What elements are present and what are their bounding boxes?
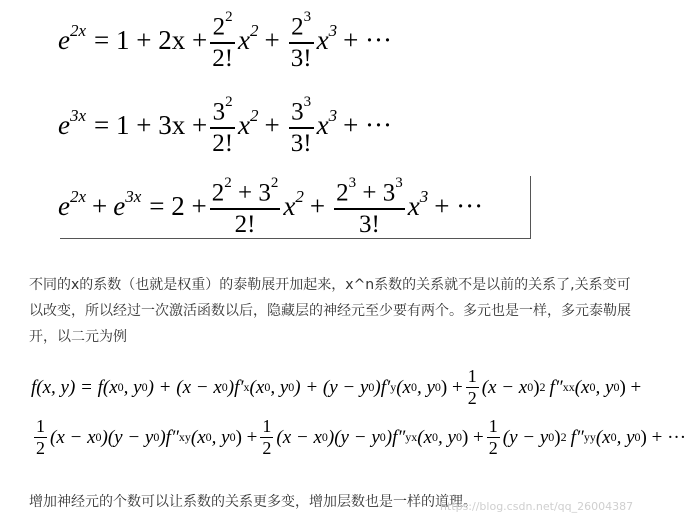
eq1-fraction-2: $\frac{2^3}{3!}$ bbox=[290, 9, 312, 73]
eq3-rhs-start: = 2 + bbox=[149, 190, 207, 221]
eq3-plus: + bbox=[309, 190, 326, 221]
eq3-term-a: $e^{2x}$ bbox=[58, 187, 87, 222]
eq2-tail: + ··· bbox=[343, 109, 393, 140]
conclusion-paragraph: 增加神经元的个数可以让系数的关系更多变，增加层数也是一样的道理。 bbox=[29, 494, 477, 510]
eq1-tail: + ··· bbox=[343, 24, 393, 55]
taylor-line-1: f(x, y) = f(x 0 , y 0 ) + (x − x 0 )f′ x (x 0 , y 0 ) + (y − y 0 )f′ y (x 0 , y 0 ) + $\frac{1}{2}$ (x − x 0 ) 2 f″ xx (x 0 , y 0 ) + bbox=[31, 366, 642, 408]
eq2-fraction-1: $\frac{3^2}{2!}$ bbox=[212, 94, 234, 158]
equation-sum bbox=[58, 172, 483, 240]
eq3-op: + bbox=[92, 190, 108, 221]
eq3-tail: + ··· bbox=[434, 190, 484, 221]
eq2-lhs: $e^{3x}$ bbox=[58, 106, 87, 141]
watermark-url: https://blog.csdn.net/qq_26004387 bbox=[440, 500, 634, 513]
eq2-rhs-start: = 1 + 3x + bbox=[94, 109, 208, 140]
equation-e2x bbox=[58, 6, 392, 74]
half-fraction: $\frac{1}{2}$ bbox=[488, 416, 498, 458]
equation-e3x bbox=[58, 91, 392, 159]
half-fraction: $\frac{1}{2}$ bbox=[262, 416, 272, 458]
taylor-line-2: $\frac{1}{2}$ (x − x 0 )(y − y 0 )f″ xy (x 0 , y 0 ) + $\frac{1}{2}$ (x − x 0 )(y − y 0 )f″ yx (x 0 , y 0 ) + $\frac{1}{2}$ (y − y 0 ) 2 f″ yy (x 0 , y 0 ) + ··· bbox=[36, 416, 686, 458]
eq1-rhs-start: = 1 + 2x + bbox=[94, 24, 208, 55]
eq1-plus: + bbox=[264, 24, 280, 55]
eq1-fraction-1: $\frac{2^2}{2!}$ bbox=[212, 9, 234, 73]
eq3-term-b: $e^{3x}$ bbox=[113, 187, 142, 222]
eq1-lhs: $e^{2x}$ bbox=[58, 21, 87, 56]
eq2-fraction-2: $\frac{3^3}{3!}$ bbox=[290, 94, 312, 158]
eq2-plus: + bbox=[264, 109, 280, 140]
eq2-term-x3: $x^3$ bbox=[316, 106, 338, 141]
explanation-paragraph: 不同的x的系数（也就是权重）的泰勒展开加起来，x^n系数的关系就不是以前的关系了,关系变可以改变，所以经过一次激活函数以后，隐藏层的神经元至少要有两个。多元也是一样，多元泰勒展开，以二元为例 bbox=[29, 277, 631, 345]
eq3-fraction-1: $\frac{2^2 + 3^2}{2!}$ bbox=[211, 175, 279, 239]
eq3-term-x3: $x^3$ bbox=[407, 187, 429, 222]
eq1-term-x3: $x^3$ bbox=[316, 21, 338, 56]
half-fraction: $\frac{1}{2}$ bbox=[36, 416, 45, 458]
eq3-term-x2: $x^2$ bbox=[283, 187, 304, 222]
eq3-fraction-2: $\frac{2^3 + 3^3}{3!}$ bbox=[336, 175, 403, 239]
eq1-term-x2: $x^2$ bbox=[238, 21, 259, 56]
half-fraction: $\frac{1}{2}$ bbox=[467, 366, 477, 408]
eq2-term-x2: $x^2$ bbox=[238, 106, 259, 141]
